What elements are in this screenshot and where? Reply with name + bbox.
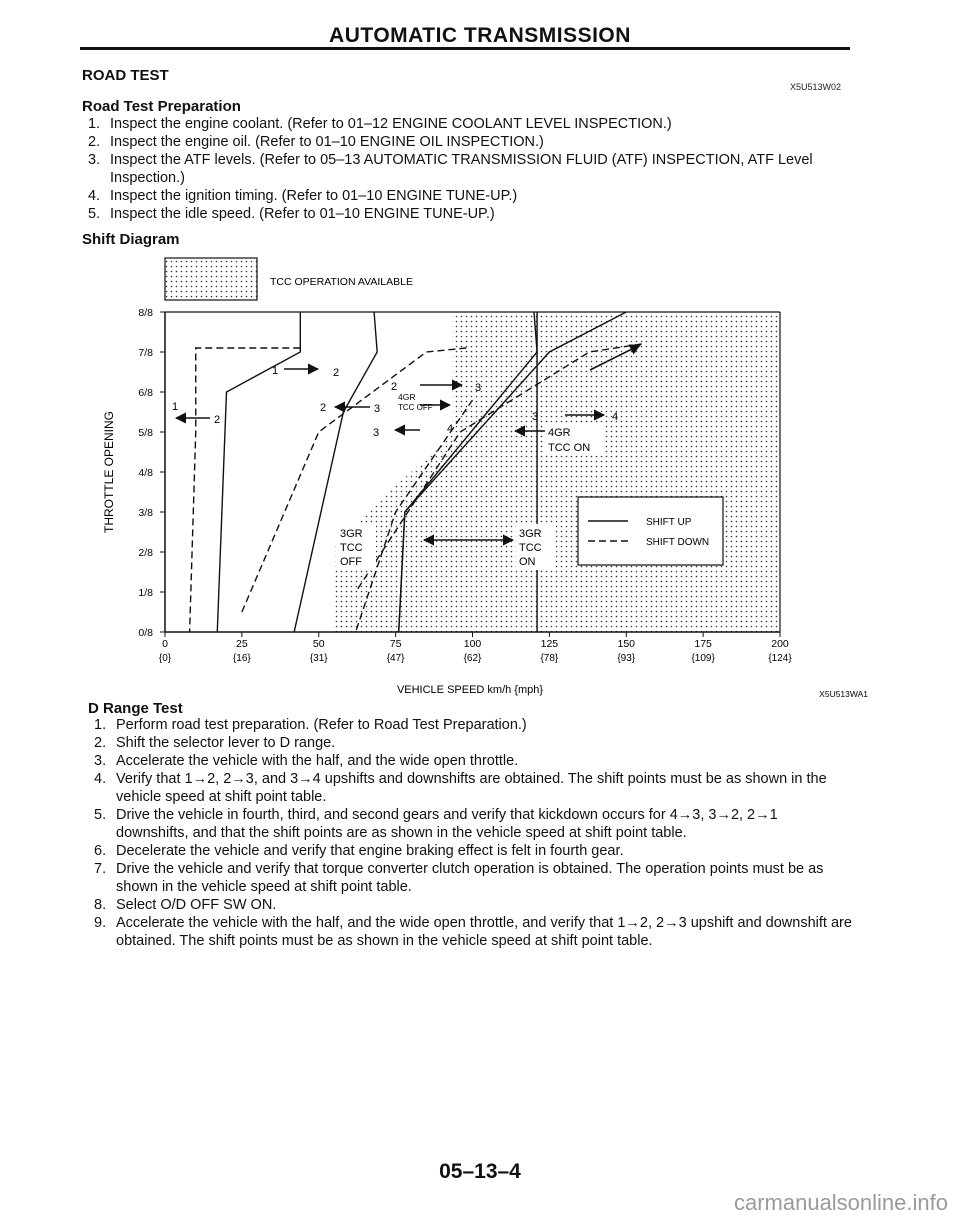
list-item: 3. Accelerate the vehicle with the half, and the wide open throttle.: [94, 753, 519, 769]
y-tick-label: 8/8: [138, 307, 153, 319]
y-tick-label: 6/8: [138, 387, 153, 399]
gear-label: 2: [391, 381, 398, 393]
y-tick-label: 1/8: [138, 587, 153, 599]
gear-label: 3: [373, 427, 380, 439]
x-tick-label-mph: {0}: [158, 653, 172, 664]
x-tick-label: 125: [540, 638, 559, 650]
list-item: 9. Accelerate the vehicle with the half, and the wide open throttle, and verify that 1→2, 2→3 upshift and downshift are obtained. The shift points must be as shown in the vehicle speed at shift point table.: [94, 915, 852, 949]
y-axis-label: THROTTLE OPENING: [102, 410, 116, 534]
shift-diagram-chart: [0, 250, 960, 710]
gear-label: 2: [214, 414, 221, 426]
list-item: 2. Inspect the engine oil. (Refer to 01–10 ENGINE OIL INSPECTION.): [88, 134, 544, 150]
x-tick-label: 150: [617, 638, 636, 650]
shift-legend-box: [578, 497, 723, 565]
x-tick-label: 50: [312, 638, 325, 650]
section-code: X5U513W02: [790, 82, 842, 92]
region-label: TCC: [340, 542, 363, 554]
region-label: TCC: [519, 542, 542, 554]
list-item: 1. Inspect the engine coolant. (Refer to 01–12 ENGINE COOLANT LEVEL INSPECTION.): [88, 116, 672, 132]
y-tick-label: 5/8: [138, 427, 153, 439]
gear-label: 1: [272, 365, 279, 377]
chart-code: X5U513WA1: [819, 689, 868, 699]
preparation-title: Road Test Preparation: [82, 98, 241, 115]
x-tick-label: 25: [236, 638, 248, 650]
d-range-title: D Range Test: [88, 700, 183, 717]
d-range-steps: [94, 716, 854, 950]
list-item: 4. Inspect the ignition timing. (Refer to 01–10 ENGINE TUNE-UP.): [88, 188, 518, 204]
y-tick-label: 0/8: [138, 627, 153, 639]
x-axis-label: VEHICLE SPEED km/h {mph}: [396, 684, 544, 696]
list-item: 6. Decelerate the vehicle and verify that engine braking effect is felt in fourth gear.: [94, 843, 624, 859]
x-tick-label-mph: {124}: [768, 653, 792, 664]
tcc-legend-swatch: [165, 258, 257, 300]
page-header-title: AUTOMATIC TRANSMISSION: [329, 24, 631, 47]
list-item: 2. Shift the selector lever to D range.: [94, 735, 336, 751]
x-tick-label-mph: {16}: [232, 653, 251, 664]
list-item: 8. Select O/D OFF SW ON.: [94, 897, 277, 913]
gear-label: 4GR: [398, 392, 416, 402]
gear-label: 3: [532, 411, 539, 423]
gear-label: 1: [172, 401, 179, 413]
list-item: 5. Drive the vehicle in fourth, third, and second gears and verify that kickdown occurs for 4→3, 3→2, 2→1 downshifts, and that the shift points are as shown in the vehicle speed at shift point table.: [94, 807, 778, 841]
gear-label: 2: [333, 367, 340, 379]
list-item: 7. Drive the vehicle and verify that torque converter clutch operation is obtained. The operation points must be as shown in the vehicle speed at shift point table.: [94, 861, 824, 895]
x-tick-label-mph: {47}: [386, 653, 405, 664]
gear-label: 3: [475, 382, 482, 394]
x-tick-label-mph: {62}: [463, 653, 482, 664]
shift-down-label: SHIFT DOWN: [646, 537, 710, 548]
watermark: carmanualsonline.info: [733, 1190, 948, 1215]
y-tick-label: 3/8: [138, 507, 153, 519]
list-item: 1. Perform road test preparation. (Refer to Road Test Preparation.): [94, 717, 527, 733]
region-label: TCC ON: [548, 442, 591, 454]
gear-label: 2: [320, 402, 327, 414]
section-title: ROAD TEST: [82, 67, 169, 84]
region-label: ON: [519, 556, 536, 568]
x-tick-label: 75: [389, 638, 402, 650]
header-rule: [80, 47, 850, 50]
list-item: 3. Inspect the ATF levels. (Refer to 05–13 AUTOMATIC TRANSMISSION FLUID (ATF) INSPECTION, ATF Level Inspection.): [88, 152, 813, 186]
tcc-legend-label: TCC OPERATION AVAILABLE: [270, 276, 413, 288]
x-tick-label-mph: {31}: [309, 653, 328, 664]
x-tick-label: 200: [771, 638, 789, 650]
series-line: [217, 312, 300, 632]
shift-diagram-title: Shift Diagram: [82, 231, 180, 248]
x-tick-label: 0: [162, 638, 168, 650]
gear-label: 4: [612, 411, 619, 423]
region-label: 3GR: [340, 528, 363, 540]
x-tick-label: 100: [463, 638, 482, 650]
page-number: 05–13–4: [439, 1160, 521, 1183]
gear-label: 4: [447, 423, 454, 435]
list-item: 5. Inspect the idle speed. (Refer to 01–10 ENGINE TUNE-UP.): [88, 206, 495, 222]
region-label: OFF: [340, 556, 362, 568]
x-tick-label-mph: {109}: [691, 653, 715, 664]
x-tick-label-mph: {78}: [540, 653, 559, 664]
series-line: [190, 348, 301, 632]
gear-label: TCC OFF: [398, 403, 433, 412]
region-label: 4GR: [548, 427, 571, 439]
x-tick-label-mph: {93}: [617, 653, 636, 664]
list-item: 4. Verify that 1→2, 2→3, and 3→4 upshifts and downshifts are obtained. The shift points must be as shown in the vehicle speed at shift point table.: [94, 771, 827, 805]
x-tick-label: 175: [694, 638, 712, 650]
preparation-steps: [88, 115, 848, 223]
y-tick-label: 2/8: [138, 547, 153, 559]
shift-up-label: SHIFT UP: [646, 517, 692, 528]
gear-label: 3: [374, 403, 381, 415]
y-tick-label: 4/8: [138, 467, 153, 479]
y-tick-label: 7/8: [138, 347, 153, 359]
region-label: 3GR: [519, 528, 542, 540]
